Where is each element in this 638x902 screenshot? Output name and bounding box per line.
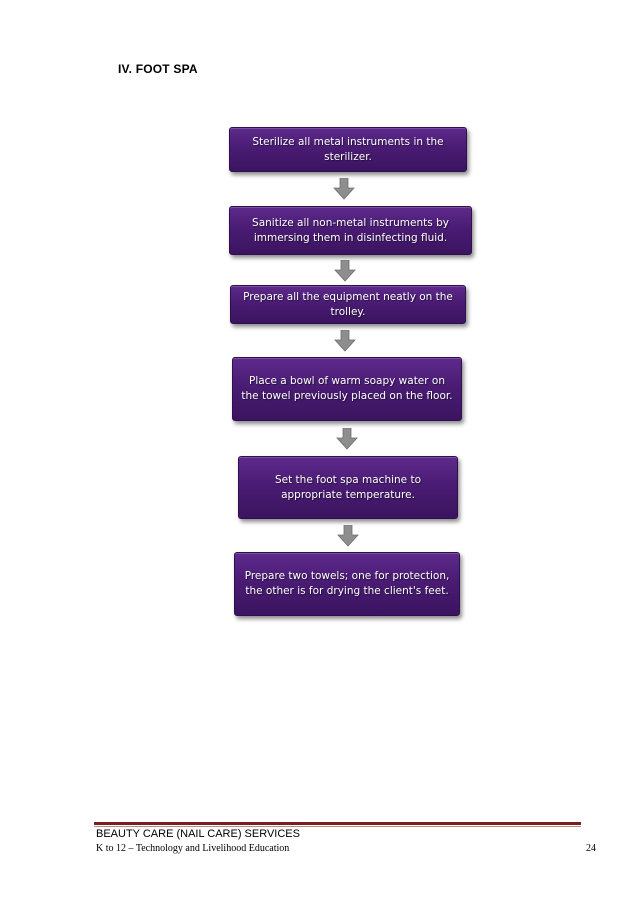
- down-arrow-icon: [336, 428, 358, 450]
- footer-subtitle: K to 12 – Technology and Livelihood Education: [96, 843, 290, 854]
- flow-step-5: [238, 456, 458, 519]
- down-arrow-icon: [337, 525, 359, 547]
- section-heading: IV. FOOT SPA: [118, 62, 198, 76]
- flow-step-3: [230, 285, 466, 324]
- down-arrow-icon: [334, 260, 356, 282]
- flow-step-4-text: Place a bowl of warm soapy water on the towel previously placed on the floor.: [241, 375, 453, 402]
- page-number: 24: [586, 843, 596, 854]
- flow-step-5-text: Set the foot spa machine to appropriate temperature.: [274, 473, 422, 501]
- flow-step-2-text: Sanitize all non-metal instruments by immersing them in disinfecting fluid.: [252, 216, 449, 244]
- down-arrow-icon: [333, 178, 355, 200]
- flow-step-6: [234, 552, 460, 616]
- flow-step-2: [229, 206, 472, 255]
- flow-step-4: [232, 357, 462, 421]
- flow-step-1: [229, 127, 467, 172]
- flow-step-1-text: Sterilize all metal instruments in the sterilizer.: [252, 135, 444, 163]
- footer-title: BEAUTY CARE (NAIL CARE) SERVICES: [96, 828, 300, 840]
- footer-divider: [94, 822, 581, 825]
- down-arrow-icon: [334, 330, 356, 352]
- flow-step-6-text: Prepare two towels; one for protection, the other is for drying the client's feet.: [244, 570, 450, 597]
- flow-step-3-text: Prepare all the equipment neatly on the trolley.: [243, 290, 453, 318]
